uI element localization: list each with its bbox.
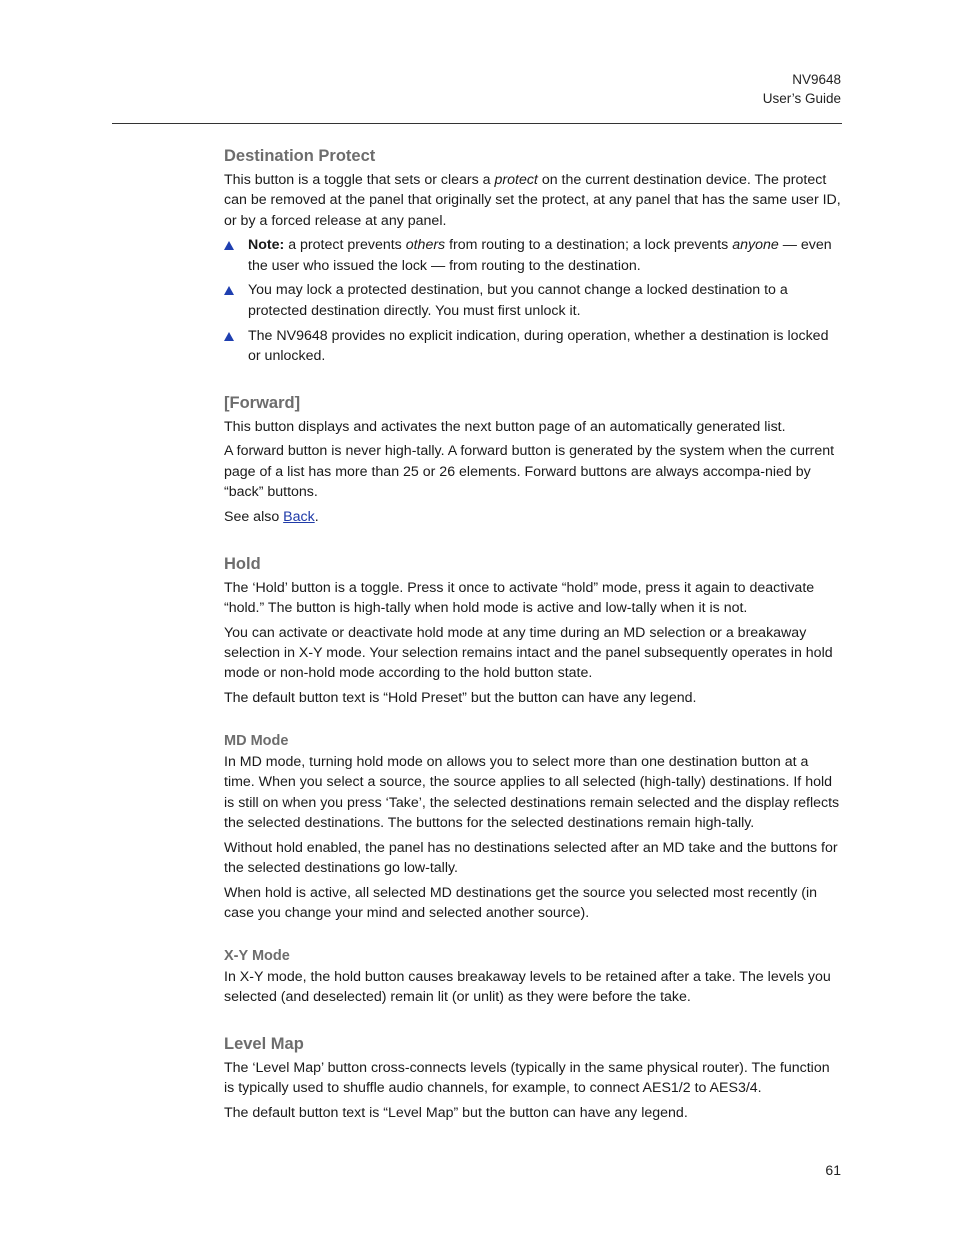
paragraph: Without hold enabled, the panel has no destinations selected after an MD take and the buttons for the selected destinations go low-tally. bbox=[224, 839, 838, 876]
triangle-bullet-icon bbox=[224, 241, 234, 250]
bullet-item: You may lock a protected destination, but you cannot change a locked destination to a protected destination directly. You must first unlock it. bbox=[224, 280, 842, 321]
triangle-bullet-icon bbox=[224, 286, 234, 295]
section-heading: Level Map bbox=[224, 1034, 304, 1053]
header-divider bbox=[112, 123, 842, 124]
section-md-mode bbox=[224, 731, 842, 923]
section-heading: Hold bbox=[224, 554, 261, 573]
paragraph: The default button text is “Level Map” but the button can have any legend. bbox=[224, 1105, 688, 1121]
running-header bbox=[763, 70, 841, 108]
paragraph: The ‘Hold’ button is a toggle. Press it once to activate “hold” mode, press it again to deactivate “hold.” The button is high-tally when hold mode is active and low-tally when it is not. bbox=[224, 579, 815, 616]
section-hold bbox=[224, 553, 842, 709]
paragraph: In MD mode, turning hold mode on allows you to select more than one destination button at a time. When you select a source, the source applies to all selected (high-tally) destinations. If hold is still on when you press ‘Take’, the selected destinations remain selected and the display reflects the selected destinations. The buttons for the selected destinations remain high-tally. bbox=[224, 753, 840, 831]
subsection-heading: X-Y Mode bbox=[224, 947, 290, 964]
section-destination-protect bbox=[224, 145, 842, 366]
paragraph: You can activate or deactivate hold mode at any time during an MD selection or a breakaway selection in X-Y mode. Your selection remains intact and the panel subsequently operates in hold mode or non-hold mode according to the hold button state. bbox=[224, 624, 833, 682]
header-doc-title: User’s Guide bbox=[762, 91, 841, 106]
bullet-list bbox=[224, 235, 842, 366]
section-forward bbox=[224, 392, 842, 527]
paragraph: The ‘Level Map’ button cross-connects levels (typically in the same physical router). The function is typically used to shuffle audio channels, for example, to connect AES1/2 to AES3/4. bbox=[224, 1059, 830, 1097]
page-body bbox=[224, 145, 842, 1128]
section-heading: [Forward] bbox=[224, 393, 301, 412]
paragraph: This button is a toggle that sets or clears a protect on the current destination device. The protect can be removed at the panel that originally set the protect, at any panel that has the same user ID, or by a forced release at any panel. bbox=[224, 172, 841, 229]
paragraph: In X-Y mode, the hold button causes breakaway levels to be retained after a take. The levels you selected (and deselected) remain lit (or unlit) as they were before the take. bbox=[224, 968, 831, 1006]
bullet-item: Note: a protect prevents others from routing to a destination; a lock prevents anyone — even the user who issued the lock — from routing to the destination. bbox=[224, 235, 842, 276]
paragraph: The default button text is “Hold Preset” but the button can have any legend. bbox=[224, 690, 697, 707]
section-heading: Destination Protect bbox=[224, 147, 376, 165]
paragraph: This button displays and activates the next button page of an automatically generated list. bbox=[224, 418, 786, 435]
page-number: 61 bbox=[825, 1162, 841, 1178]
paragraph: When hold is active, all selected MD destinations get the source you selected most recently (in case you change your mind and selected another source). bbox=[224, 884, 818, 922]
bullet-item: The NV9648 provides no explicit indication, during operation, whether a destination is locked or unlocked. bbox=[224, 326, 842, 367]
paragraph: A forward button is never high-tally. A forward button is generated by the system when the current page of a list has more than 25 or 26 elements. Forward buttons are always accompa-nied by “back” buttons. bbox=[224, 443, 835, 501]
paragraph: See also Back. bbox=[224, 508, 319, 525]
back-link[interactable]: Back bbox=[283, 508, 315, 525]
section-xy-mode bbox=[224, 946, 842, 1008]
header-product: NV9648 bbox=[792, 72, 841, 87]
section-level-map bbox=[224, 1033, 842, 1123]
triangle-bullet-icon bbox=[224, 332, 234, 341]
subsection-heading: MD Mode bbox=[224, 732, 289, 749]
